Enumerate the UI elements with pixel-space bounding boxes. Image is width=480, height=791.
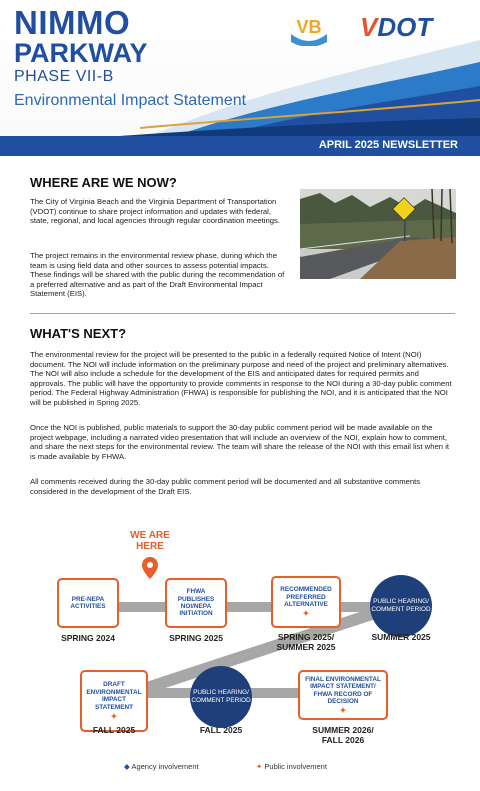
step-title: PRE-NEPA ACTIVITIES	[70, 595, 106, 610]
step-title: PUBLIC HEARING/ COMMENT PERIOD	[371, 598, 431, 613]
where-heading: WHERE ARE WE NOW?	[30, 175, 177, 190]
whats-next-paragraph-2: Once the NOI is published, public materials to support the 30-day public comment period will be made available on the project webpage, including a narrated video presentation that will include an overview of the NOI, explain how to comment, and share the next steps for the environmental review. The team will share the release of the NOI with this email list when it is made available by FHWA.	[30, 423, 450, 461]
legend-agency	[124, 762, 199, 771]
step-title: PUBLIC HEARING/ COMMENT PERIOD	[191, 689, 251, 704]
road-photo	[300, 189, 456, 279]
title-phase: PHASE VII-B	[14, 68, 114, 85]
virginia-beach-logo	[289, 12, 329, 46]
step-fhwa-publishes-noi	[165, 578, 227, 628]
section-divider	[30, 313, 455, 314]
public-involvement-icon: ✦	[302, 609, 310, 619]
timeline-road-diagonal	[0, 520, 480, 791]
step-title: RECOMMENDED PREFERRED ALTERNATIVE	[280, 586, 332, 608]
public-involvement-icon: ✦	[110, 712, 118, 722]
step-public-hearing-fall	[190, 666, 252, 728]
header	[0, 0, 480, 136]
title-parkway: PARKWAY	[14, 38, 148, 68]
whats-next-paragraph-1: The environmental review for the project will be presented to the public in a federally required Notice of Intent (NOI) document. The NOI will include information on the preliminary purpose and need of the project and preliminary alternatives. The NOI will also include a schedule for the development of the EIS and anticipated dates for required permits and approvals. The public will have the opportunity to provide comments in response to the NOI during a 30-day public comment period. The Federal Highway Administration (FHWA) is responsible for publishing the NOI, and it is anticipated that the NOI will be published in Spring 2025.	[30, 350, 452, 407]
agency-diamond-icon: ◆	[124, 762, 130, 771]
step-date: SPRING 2024	[61, 633, 115, 643]
we-are-here-label: WE ARE HERE	[130, 530, 170, 552]
step-date: FALL 2025	[92, 725, 136, 735]
step-pre-nepa	[57, 578, 119, 628]
step-title: FHWA PUBLISHES NOI/NEPA INITIATION	[177, 588, 215, 618]
banner-text: APRIL 2025 NEWSLETTER	[318, 139, 458, 151]
step-date: SPRING 2025	[169, 633, 223, 643]
step-date: SUMMER 2025	[371, 632, 431, 642]
step-draft-eis	[80, 670, 148, 732]
location-pin-icon	[142, 557, 158, 579]
newsletter-banner	[0, 136, 480, 156]
project-timeline	[0, 520, 480, 791]
svg-text:VB: VB	[296, 17, 322, 37]
step-date: SPRING 2025/ SUMMER 2025	[276, 632, 336, 652]
public-involvement-icon: ✦	[339, 705, 347, 715]
step-title: FINAL ENVIRONMENTAL IMPACT STATEMENT/ FHWA RECORD OF DECISION	[305, 675, 381, 706]
public-diamond-icon: ✦	[256, 762, 263, 771]
title-eis: Environmental Impact Statement	[14, 92, 247, 109]
step-title: DRAFT ENVIRONMENTAL IMPACT STATEMENT	[86, 681, 142, 711]
where-paragraph-2: The project remains in the environmental review phase, during which the team is using field data and other sources to assess potential impacts. These findings will be shared with the public during the recommendation of a preferred alternative and as part of the Draft Environmental Impact Statement (EIS).	[30, 251, 285, 299]
step-public-hearing-summer	[370, 575, 432, 637]
step-date: FALL 2025	[199, 725, 243, 735]
step-recommended-alternative	[271, 576, 341, 628]
step-date: SUMMER 2026/ FALL 2026	[312, 725, 374, 745]
legend-public	[256, 762, 327, 771]
vdot-logo: VDOT	[360, 12, 433, 42]
title-nimmo: NIMMO	[14, 4, 131, 41]
legend-agency-label: Agency involvement	[131, 762, 199, 771]
legend-public-label: Public involvement	[264, 762, 327, 771]
whats-next-heading: WHAT'S NEXT?	[30, 326, 127, 341]
where-paragraph-1: The City of Virginia Beach and the Virginia Department of Transportation (VDOT) continue to share project information and updates with federal, state, regional, and local agencies through regular coordination meetings.	[30, 197, 281, 226]
step-final-eis	[298, 670, 388, 720]
whats-next-paragraph-3: All comments received during the 30-day public comment period will be documented and all substantive comments considered in the development of the Draft EIS.	[30, 477, 421, 496]
